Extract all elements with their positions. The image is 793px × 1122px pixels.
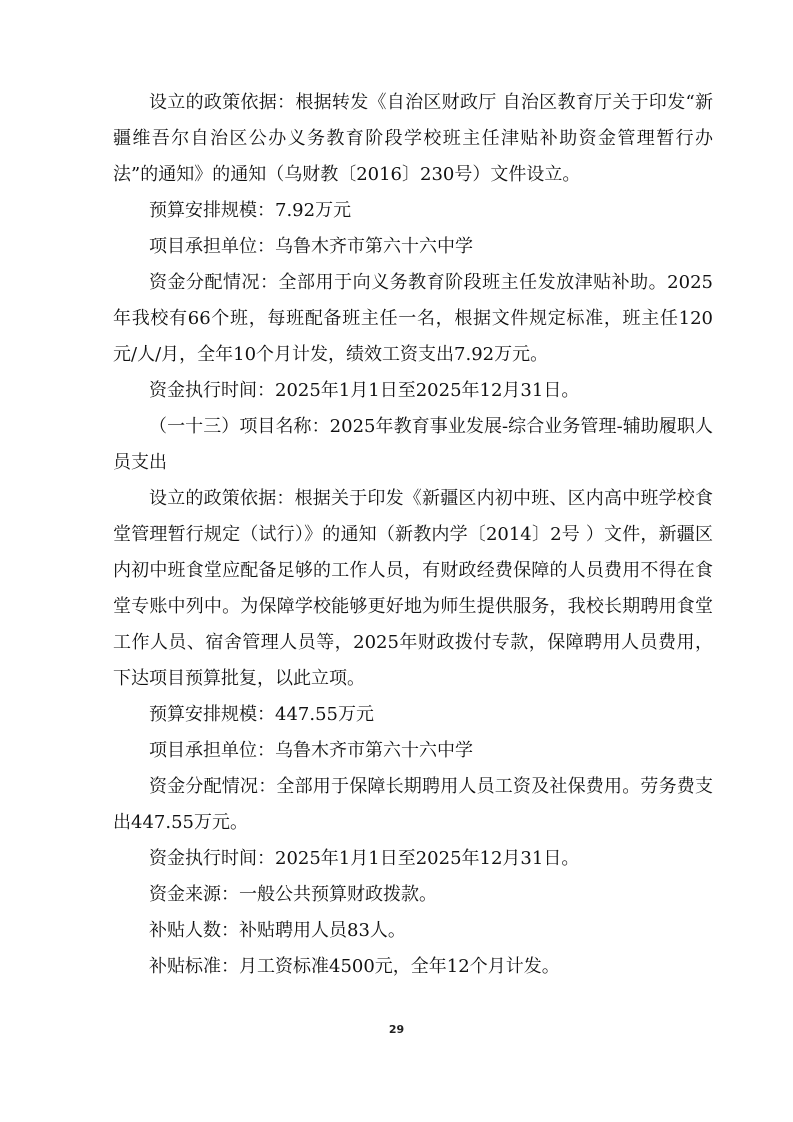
undertaking-unit-paragraph-2: 项目承担单位：乌鲁木齐市第六十六中学 (149, 740, 473, 761)
budget-scale-paragraph-1: 预算安排规模：7.92万元 (149, 200, 352, 221)
budget-scale-paragraph-2: 预算安排规模：447.55万元 (149, 704, 374, 725)
undertaking-unit-paragraph-1: 项目承担单位：乌鲁木齐市第六十六中学 (149, 236, 473, 257)
policy-basis-paragraph-1: 设立的政策依据：根据转发《自治区财政厅 自治区教育厅关于印发“新疆维吾尔自治区公办义务教育阶段学校班主任津贴补助资金管理暂行办法”的通知》的通知（乌财教〔2016〕230号）文件设立。 (113, 92, 713, 185)
subsidy-standard-paragraph: 补贴标准：月工资标准4500元，全年12个月计发。 (149, 956, 560, 977)
fund-execution-time-paragraph-1: 资金执行时间：2025年1月1日至2025年12月31日。 (149, 380, 580, 401)
subsidy-headcount-paragraph: 补贴人数：补贴聘用人员83人。 (149, 920, 406, 941)
project-name-heading-13: （一十三）项目名称：2025年教育事业发展-综合业务管理-辅助履职人员支出 (113, 416, 713, 473)
document-body (113, 85, 713, 985)
fund-source-paragraph: 资金来源：一般公共预算财政拨款。 (149, 884, 437, 905)
fund-execution-time-paragraph-2: 资金执行时间：2025年1月1日至2025年12月31日。 (149, 848, 580, 869)
fund-allocation-paragraph-1: 资金分配情况：全部用于向义务教育阶段班主任发放津贴补助。2025年我校有66个班，每班配备班主任一名，根据文件规定标准，班主任120元/人/月，全年10个月计发，绩效工资支出7.92万元。 (113, 272, 713, 365)
fund-allocation-paragraph-2: 资金分配情况：全部用于保障长期聘用人员工资及社保费用。劳务费支出447.55万元。 (113, 776, 713, 833)
page-number: 29 (388, 1023, 405, 1036)
policy-basis-paragraph-2: 设立的政策依据：根据关于印发《新疆区内初中班、区内高中班学校食堂管理暂行规定（试行）》的通知（新教内学〔2014〕2号 ）文件，新疆区内初中班食堂应配备足够的工作人员，有财政经费保障的人员费用不得在食堂专账中列中。为保障学校能够更好地为师生提供服务，我校长期聘用食堂工作人员、宿舍管理人员等，2025年财政拨付专款，保障聘用人员费用，下达项目预算批复，以此立项。 (113, 488, 713, 689)
